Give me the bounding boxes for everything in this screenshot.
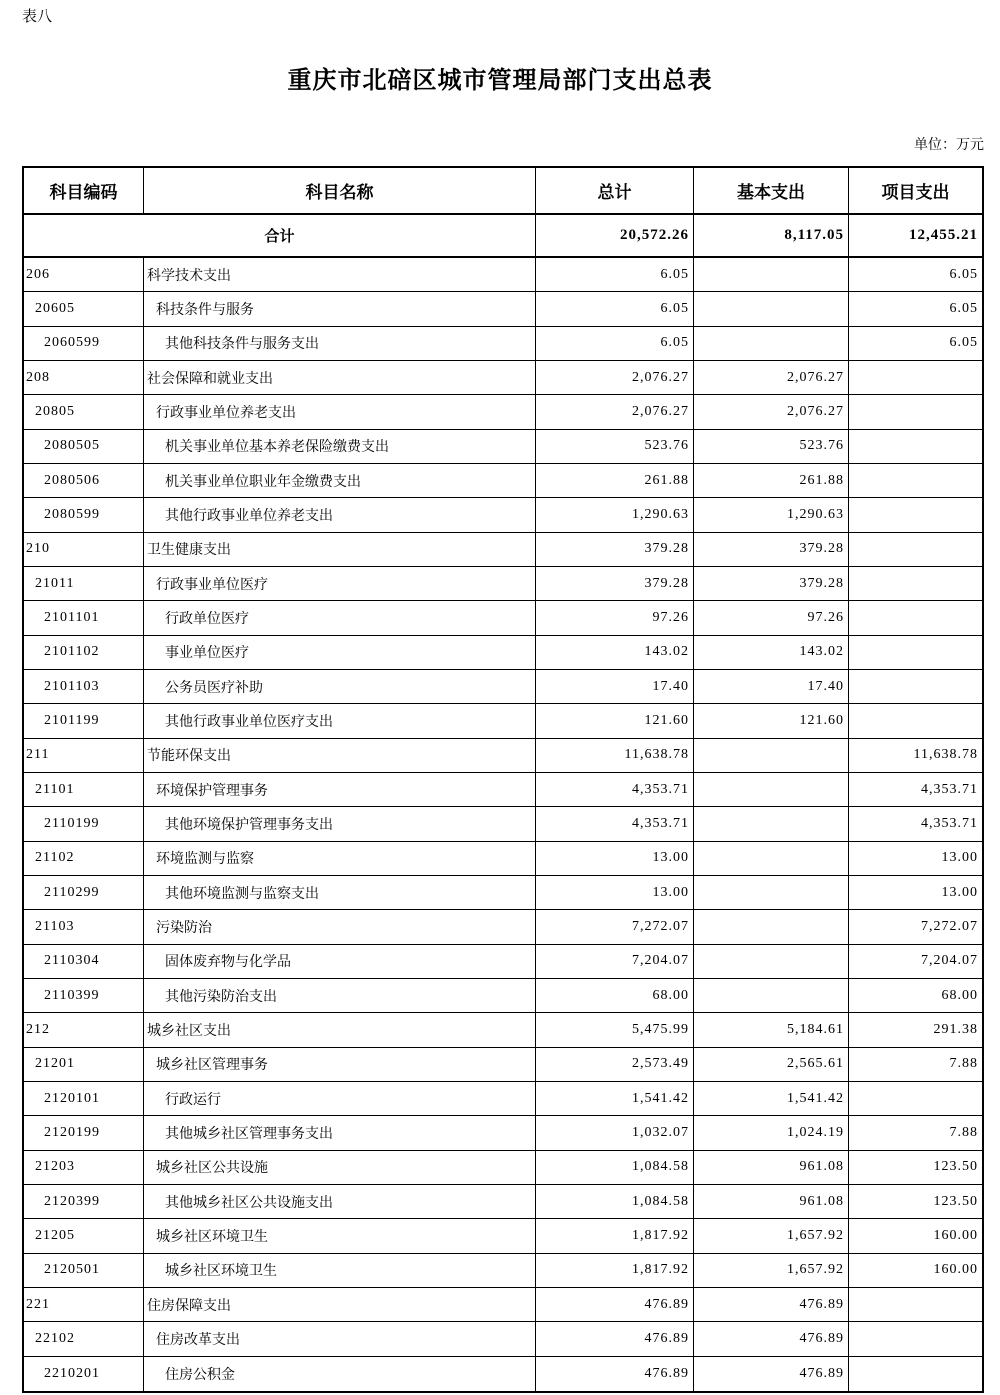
row-basic-expenditure: 2,076.27 <box>694 395 849 428</box>
row-subject-name: 住房公积金 <box>144 1357 536 1391</box>
table-row <box>24 498 982 532</box>
row-grand-total: 13.00 <box>536 876 694 909</box>
row-grand-total: 68.00 <box>536 979 694 1012</box>
row-grand-total: 17.40 <box>536 670 694 703</box>
row-grand-total: 1,084.58 <box>536 1151 694 1184</box>
grand-total-label: 合计 <box>24 215 536 256</box>
row-subject-code: 21102 <box>24 842 144 875</box>
row-subject-code: 2101103 <box>24 670 144 703</box>
table-row <box>24 1357 982 1391</box>
header-cell-subject-code: 科目编码 <box>24 168 144 213</box>
row-subject-name: 城乡社区支出 <box>144 1013 536 1046</box>
unit-note: 单位：万元 <box>914 137 984 153</box>
row-grand-total: 1,817.92 <box>536 1219 694 1252</box>
table-row <box>24 1048 982 1082</box>
row-basic-expenditure: 961.08 <box>694 1185 849 1218</box>
grand-total-project: 12,455.21 <box>909 227 978 243</box>
row-subject-code: 2080506 <box>24 464 144 497</box>
row-grand-total: 379.28 <box>536 567 694 600</box>
row-project-expenditure <box>849 533 982 566</box>
row-project-expenditure <box>849 636 982 669</box>
grand-total-row <box>24 215 982 258</box>
row-grand-total: 1,541.42 <box>536 1082 694 1115</box>
row-project-expenditure: 160.00 <box>933 1227 978 1243</box>
row-project-expenditure <box>849 1357 982 1391</box>
table-row <box>24 327 982 361</box>
row-grand-total: 1,290.63 <box>536 498 694 531</box>
row-basic-expenditure <box>694 739 849 772</box>
row-subject-name: 机关事业单位基本养老保险缴费支出 <box>144 430 536 463</box>
row-subject-code: 2110399 <box>24 979 144 1012</box>
row-basic-expenditure: 379.28 <box>694 567 849 600</box>
row-project-expenditure <box>849 704 982 737</box>
row-subject-code: 2080505 <box>24 430 144 463</box>
row-project-expenditure: 7.88 <box>949 1056 978 1072</box>
table-row <box>24 704 982 738</box>
row-grand-total: 4,353.71 <box>536 773 694 806</box>
table-row <box>24 876 982 910</box>
row-grand-total: 2,076.27 <box>536 361 694 394</box>
table-row <box>24 910 982 944</box>
row-subject-code: 2101102 <box>24 636 144 669</box>
row-project-expenditure <box>849 601 982 634</box>
row-subject-name: 城乡社区环境卫生 <box>144 1219 536 1252</box>
table-row <box>24 945 982 979</box>
row-subject-name: 其他城乡社区公共设施支出 <box>144 1185 536 1218</box>
row-grand-total: 476.89 <box>536 1322 694 1355</box>
row-subject-code: 210 <box>24 533 144 566</box>
row-basic-expenditure: 1,024.19 <box>694 1116 849 1149</box>
row-grand-total: 13.00 <box>536 842 694 875</box>
header-cell-subject-name: 科目名称 <box>144 168 536 213</box>
table-row <box>24 258 982 292</box>
row-basic-expenditure: 2,076.27 <box>694 361 849 394</box>
row-subject-name: 社会保障和就业支出 <box>144 361 536 394</box>
row-basic-expenditure: 476.89 <box>694 1357 849 1391</box>
table-row <box>24 395 982 429</box>
row-subject-name: 其他行政事业单位养老支出 <box>144 498 536 531</box>
row-basic-expenditure: 121.60 <box>694 704 849 737</box>
table-row <box>24 1082 982 1116</box>
table-row <box>24 1013 982 1047</box>
row-grand-total: 1,084.58 <box>536 1185 694 1218</box>
row-subject-code: 206 <box>24 258 144 291</box>
table-row <box>24 533 982 567</box>
row-project-expenditure <box>849 567 982 600</box>
table-row <box>24 361 982 395</box>
row-subject-code: 22102 <box>24 1322 144 1355</box>
row-project-expenditure: 7,272.07 <box>921 918 978 934</box>
row-subject-name: 城乡社区管理事务 <box>144 1048 536 1081</box>
row-basic-expenditure <box>694 807 849 840</box>
row-subject-code: 2101101 <box>24 601 144 634</box>
row-subject-code: 21203 <box>24 1151 144 1184</box>
row-grand-total: 6.05 <box>536 258 694 291</box>
row-project-expenditure <box>849 498 982 531</box>
row-basic-expenditure <box>694 842 849 875</box>
row-subject-code: 21205 <box>24 1219 144 1252</box>
table-row <box>24 670 982 704</box>
row-project-expenditure: 123.50 <box>933 1159 978 1175</box>
row-subject-name: 污染防治 <box>144 910 536 943</box>
row-subject-name: 城乡社区环境卫生 <box>144 1254 536 1287</box>
row-project-expenditure: 6.05 <box>949 266 978 282</box>
row-project-expenditure: 13.00 <box>941 884 978 900</box>
row-grand-total: 97.26 <box>536 601 694 634</box>
table-row <box>24 1116 982 1150</box>
row-subject-name: 其他环境保护管理事务支出 <box>144 807 536 840</box>
row-subject-code: 20805 <box>24 395 144 428</box>
header-cell-project-expenditure: 项目支出 <box>881 183 950 202</box>
row-basic-expenditure: 961.08 <box>694 1151 849 1184</box>
row-project-expenditure <box>849 670 982 703</box>
table-row <box>24 567 982 601</box>
table-row <box>24 739 982 773</box>
row-subject-name: 事业单位医疗 <box>144 636 536 669</box>
row-grand-total: 5,475.99 <box>536 1013 694 1046</box>
row-project-expenditure: 4,353.71 <box>921 815 978 831</box>
row-grand-total: 1,817.92 <box>536 1254 694 1287</box>
page-title: 重庆市北碚区城市管理局部门支出总表 <box>287 67 713 94</box>
row-subject-code: 2120501 <box>24 1254 144 1287</box>
row-subject-code: 2120199 <box>24 1116 144 1149</box>
row-subject-code: 212 <box>24 1013 144 1046</box>
row-subject-name: 科学技术支出 <box>144 258 536 291</box>
row-grand-total: 476.89 <box>536 1288 694 1321</box>
row-subject-code: 2110299 <box>24 876 144 909</box>
row-basic-expenditure: 2,565.61 <box>694 1048 849 1081</box>
table-row <box>24 601 982 635</box>
table-row <box>24 1322 982 1356</box>
row-grand-total: 121.60 <box>536 704 694 737</box>
row-grand-total: 6.05 <box>536 292 694 325</box>
row-basic-expenditure <box>694 292 849 325</box>
row-grand-total: 2,573.49 <box>536 1048 694 1081</box>
row-subject-code: 2080599 <box>24 498 144 531</box>
row-grand-total: 523.76 <box>536 430 694 463</box>
row-subject-name: 节能环保支出 <box>144 739 536 772</box>
row-basic-expenditure: 476.89 <box>694 1322 849 1355</box>
table-row <box>24 1185 982 1219</box>
row-basic-expenditure: 476.89 <box>694 1288 849 1321</box>
table-row <box>24 292 982 326</box>
table-row <box>24 773 982 807</box>
row-subject-name: 其他科技条件与服务支出 <box>144 327 536 360</box>
header-cell-grand-total: 总计 <box>536 168 694 213</box>
row-basic-expenditure: 1,541.42 <box>694 1082 849 1115</box>
row-subject-name: 其他污染防治支出 <box>144 979 536 1012</box>
row-project-expenditure <box>849 430 982 463</box>
row-basic-expenditure: 379.28 <box>694 533 849 566</box>
grand-total-basic: 8,117.05 <box>694 215 849 256</box>
row-subject-code: 2110304 <box>24 945 144 978</box>
row-subject-name: 其他城乡社区管理事务支出 <box>144 1116 536 1149</box>
row-project-expenditure <box>849 464 982 497</box>
row-subject-name: 行政事业单位医疗 <box>144 567 536 600</box>
row-basic-expenditure <box>694 327 849 360</box>
row-project-expenditure <box>849 1322 982 1355</box>
table-header-row <box>24 168 982 215</box>
row-subject-name: 城乡社区公共设施 <box>144 1151 536 1184</box>
row-project-expenditure: 6.05 <box>949 335 978 351</box>
table-row <box>24 1219 982 1253</box>
row-basic-expenditure <box>694 979 849 1012</box>
table-row <box>24 636 982 670</box>
row-basic-expenditure <box>694 773 849 806</box>
row-subject-code: 21103 <box>24 910 144 943</box>
expenditure-summary-table <box>22 166 984 1393</box>
row-project-expenditure: 7.88 <box>949 1124 978 1140</box>
row-project-expenditure: 123.50 <box>933 1193 978 1209</box>
row-subject-code: 208 <box>24 361 144 394</box>
row-grand-total: 476.89 <box>536 1357 694 1391</box>
table-row <box>24 430 982 464</box>
row-subject-name: 住房改革支出 <box>144 1322 536 1355</box>
row-grand-total: 1,032.07 <box>536 1116 694 1149</box>
row-subject-name: 固体废弃物与化学品 <box>144 945 536 978</box>
row-basic-expenditure <box>694 876 849 909</box>
row-project-expenditure: 4,353.71 <box>921 781 978 797</box>
row-project-expenditure: 7,204.07 <box>921 953 978 969</box>
table-row <box>24 1288 982 1322</box>
row-subject-code: 2060599 <box>24 327 144 360</box>
row-grand-total: 11,638.78 <box>536 739 694 772</box>
row-subject-code: 2101199 <box>24 704 144 737</box>
row-basic-expenditure <box>694 945 849 978</box>
row-subject-code: 2210201 <box>24 1357 144 1391</box>
table-number-label: 表八 <box>22 7 53 25</box>
row-basic-expenditure: 261.88 <box>694 464 849 497</box>
row-basic-expenditure: 1,290.63 <box>694 498 849 531</box>
row-subject-code: 21101 <box>24 773 144 806</box>
row-project-expenditure <box>849 1082 982 1115</box>
row-project-expenditure: 291.38 <box>933 1021 978 1037</box>
row-basic-expenditure: 5,184.61 <box>694 1013 849 1046</box>
row-basic-expenditure: 523.76 <box>694 430 849 463</box>
row-subject-name: 环境保护管理事务 <box>144 773 536 806</box>
row-subject-name: 环境监测与监察 <box>144 842 536 875</box>
row-subject-code: 211 <box>24 739 144 772</box>
row-subject-name: 行政事业单位养老支出 <box>144 395 536 428</box>
row-grand-total: 261.88 <box>536 464 694 497</box>
row-basic-expenditure: 97.26 <box>694 601 849 634</box>
table-body <box>24 258 982 1391</box>
table-row <box>24 807 982 841</box>
table-row <box>24 1254 982 1288</box>
row-subject-code: 21201 <box>24 1048 144 1081</box>
header-cell-basic-expenditure: 基本支出 <box>694 168 849 213</box>
row-project-expenditure: 160.00 <box>933 1262 978 1278</box>
row-basic-expenditure: 1,657.92 <box>694 1254 849 1287</box>
row-subject-code: 20605 <box>24 292 144 325</box>
row-basic-expenditure <box>694 910 849 943</box>
row-basic-expenditure: 17.40 <box>694 670 849 703</box>
row-subject-code: 2120101 <box>24 1082 144 1115</box>
row-project-expenditure: 13.00 <box>941 850 978 866</box>
row-basic-expenditure <box>694 258 849 291</box>
row-basic-expenditure: 1,657.92 <box>694 1219 849 1252</box>
table-row <box>24 464 982 498</box>
row-grand-total: 143.02 <box>536 636 694 669</box>
row-grand-total: 6.05 <box>536 327 694 360</box>
row-project-expenditure <box>849 361 982 394</box>
row-subject-code: 21011 <box>24 567 144 600</box>
row-project-expenditure <box>849 1288 982 1321</box>
row-grand-total: 7,204.07 <box>536 945 694 978</box>
row-subject-name: 科技条件与服务 <box>144 292 536 325</box>
row-project-expenditure: 68.00 <box>941 987 978 1003</box>
row-subject-name: 其他环境监测与监察支出 <box>144 876 536 909</box>
row-subject-name: 住房保障支出 <box>144 1288 536 1321</box>
row-project-expenditure: 11,638.78 <box>913 747 978 763</box>
row-grand-total: 2,076.27 <box>536 395 694 428</box>
row-grand-total: 7,272.07 <box>536 910 694 943</box>
row-project-expenditure <box>849 395 982 428</box>
grand-total-total: 20,572.26 <box>536 215 694 256</box>
row-grand-total: 4,353.71 <box>536 807 694 840</box>
row-subject-code: 2110199 <box>24 807 144 840</box>
row-subject-name: 公务员医疗补助 <box>144 670 536 703</box>
row-basic-expenditure: 143.02 <box>694 636 849 669</box>
row-subject-name: 机关事业单位职业年金缴费支出 <box>144 464 536 497</box>
row-subject-code: 221 <box>24 1288 144 1321</box>
row-subject-name: 行政运行 <box>144 1082 536 1115</box>
row-subject-name: 其他行政事业单位医疗支出 <box>144 704 536 737</box>
row-grand-total: 379.28 <box>536 533 694 566</box>
table-row <box>24 1151 982 1185</box>
row-subject-name: 行政单位医疗 <box>144 601 536 634</box>
table-row <box>24 842 982 876</box>
table-row <box>24 979 982 1013</box>
row-project-expenditure: 6.05 <box>949 300 978 316</box>
row-subject-name: 卫生健康支出 <box>144 533 536 566</box>
row-subject-code: 2120399 <box>24 1185 144 1218</box>
